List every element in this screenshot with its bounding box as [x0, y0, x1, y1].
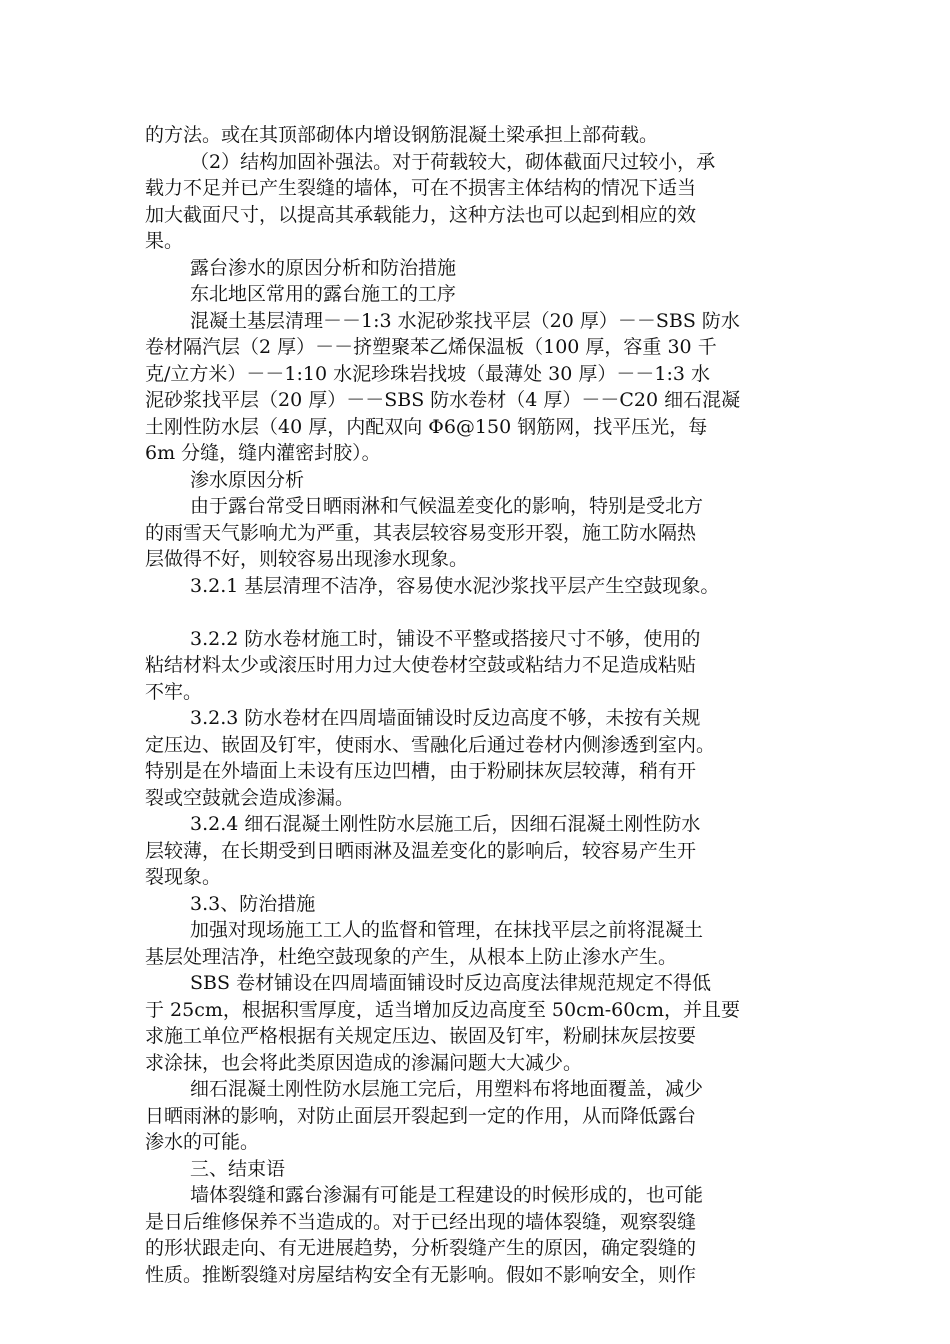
text-line: 定压边、嵌固及钉牢，使雨水、雪融化后通过卷材内侧渗透到室内。	[145, 733, 716, 756]
text-line: 果。	[145, 230, 184, 252]
text-line: 由于露台常受日晒雨淋和气候温差变化的影响，特别是受北方	[190, 495, 704, 517]
text-line: 层较薄，在长期受到日晒雨淋及温差变化的影响后，较容易产生开	[145, 839, 697, 862]
text-line: 加大截面尺寸，以提高其承载能力，这种方法也可以起到相应的效	[145, 203, 697, 226]
text-line: 求施工单位严格根据有关规定压边、嵌固及钉牢，粉刷抹灰层按要	[145, 1025, 697, 1047]
text-line: 的形状跟走向、有无进展趋势，分析裂缝产生的原因，确定裂缝的	[145, 1237, 697, 1259]
text-line: 3.2.2 防水卷材施工时，铺设不平整或搭接尺寸不够，使用的	[190, 627, 701, 650]
text-line: 日晒雨淋的影响，对防止面层开裂起到一定的作用，从而降低露台	[145, 1104, 697, 1127]
section-heading: 露台渗水的原因分析和防治措施	[190, 256, 457, 279]
text-line: 泥砂浆找平层（20 厚）－－SBS 防水卷材（4 厚）－－C20 细石混凝	[145, 389, 741, 411]
text-line: 卷材隔汽层（2 厚）－－挤塑聚苯乙烯保温板（100 厚，容重 30 千	[145, 336, 717, 358]
text-line: （2）结构加固补强法。对于荷载较大，砌体截面尺过较小，承	[190, 150, 716, 173]
section-heading: 东北地区常用的露台施工的工序	[190, 283, 457, 305]
text-line: 裂现象。	[145, 866, 222, 888]
text-line: 不牢。	[145, 680, 203, 703]
text-line: 混凝土基层清理－－1:3 水泥砂浆找平层（20 厚）－－SBS 防水	[190, 309, 740, 332]
text-line: 细石混凝土刚性防水层施工完后，用塑料布将地面覆盖，减少	[190, 1078, 704, 1100]
text-line: 6m 分缝，缝内灌密封胶）。	[145, 442, 381, 464]
text-line: 载力不足并已产生裂缝的墙体，可在不损害主体结构的情况下适当	[145, 177, 697, 199]
section-heading: 三、结束语	[190, 1157, 286, 1180]
text-line: 是日后维修保养不当造成的。对于已经出现的墙体裂缝，观察裂缝	[145, 1210, 697, 1233]
text-line: 求涂抹，也会将此类原因造成的渗漏问题大大减少。	[145, 1051, 583, 1074]
text-line: 加强对现场施工工人的监督和管理，在抹找平层之前将混凝土	[190, 919, 704, 941]
text-line: 土刚性防水层（40 厚，内配双向 Φ6@150 钢筋网，找平压光，每	[145, 415, 708, 438]
text-line: 性质。推断裂缝对房屋结构安全有无影响。假如不影响安全，则作	[145, 1263, 697, 1286]
document-body	[145, 122, 805, 1288]
text-line: 于 25cm，根据积雪厚度，适当增加反边高度至 50cm-60cm，并且要	[145, 998, 741, 1021]
text-line: 克/立方米）－－1:10 水泥珍珠岩找坡（最薄处 30 厚）－－1:3 水	[145, 362, 710, 385]
text-line: SBS 卷材铺设在四周墙面铺设时反边高度法律规范规定不得低	[190, 972, 712, 994]
section-heading: 3.3、防治措施	[190, 892, 316, 915]
text-line: 基层处理洁净，杜绝空鼓现象的产生，从根本上防止渗水产生。	[145, 945, 678, 968]
text-line: 3.2.3 防水卷材在四周墙面铺设时反边高度不够，未按有关规	[190, 707, 701, 729]
text-line: 特别是在外墙面上未设有压边凹槽，由于粉刷抹灰层较薄，稍有开	[145, 760, 697, 782]
text-line: 3.2.1 基层清理不洁净，容易使水泥沙浆找平层产生空鼓现象。	[190, 574, 720, 597]
text-line: 粘结材料太少或滚压时用力过大使卷材空鼓或粘结力不足造成粘贴	[145, 654, 697, 676]
text-line: 3.2.4 细石混凝土刚性防水层施工后，因细石混凝土刚性防水	[190, 813, 701, 835]
blank-line	[145, 599, 805, 626]
text-line: 裂或空鼓就会造成渗漏。	[145, 786, 355, 809]
text-line: 的雨雪天气影响尤为严重，其表层较容易变形开裂，施工防水隔热	[145, 521, 697, 544]
text-line: 的方法。或在其顶部砌体内增设钢筋混凝土梁承担上部荷载。	[145, 124, 659, 146]
text-line: 层做得不好，则较容易出现渗水现象。	[145, 548, 469, 570]
text-line: 墙体裂缝和露台渗漏有可能是工程建设的时候形成的，也可能	[190, 1184, 704, 1206]
section-heading: 渗水原因分析	[190, 468, 305, 491]
text-line: 渗水的可能。	[145, 1131, 260, 1153]
